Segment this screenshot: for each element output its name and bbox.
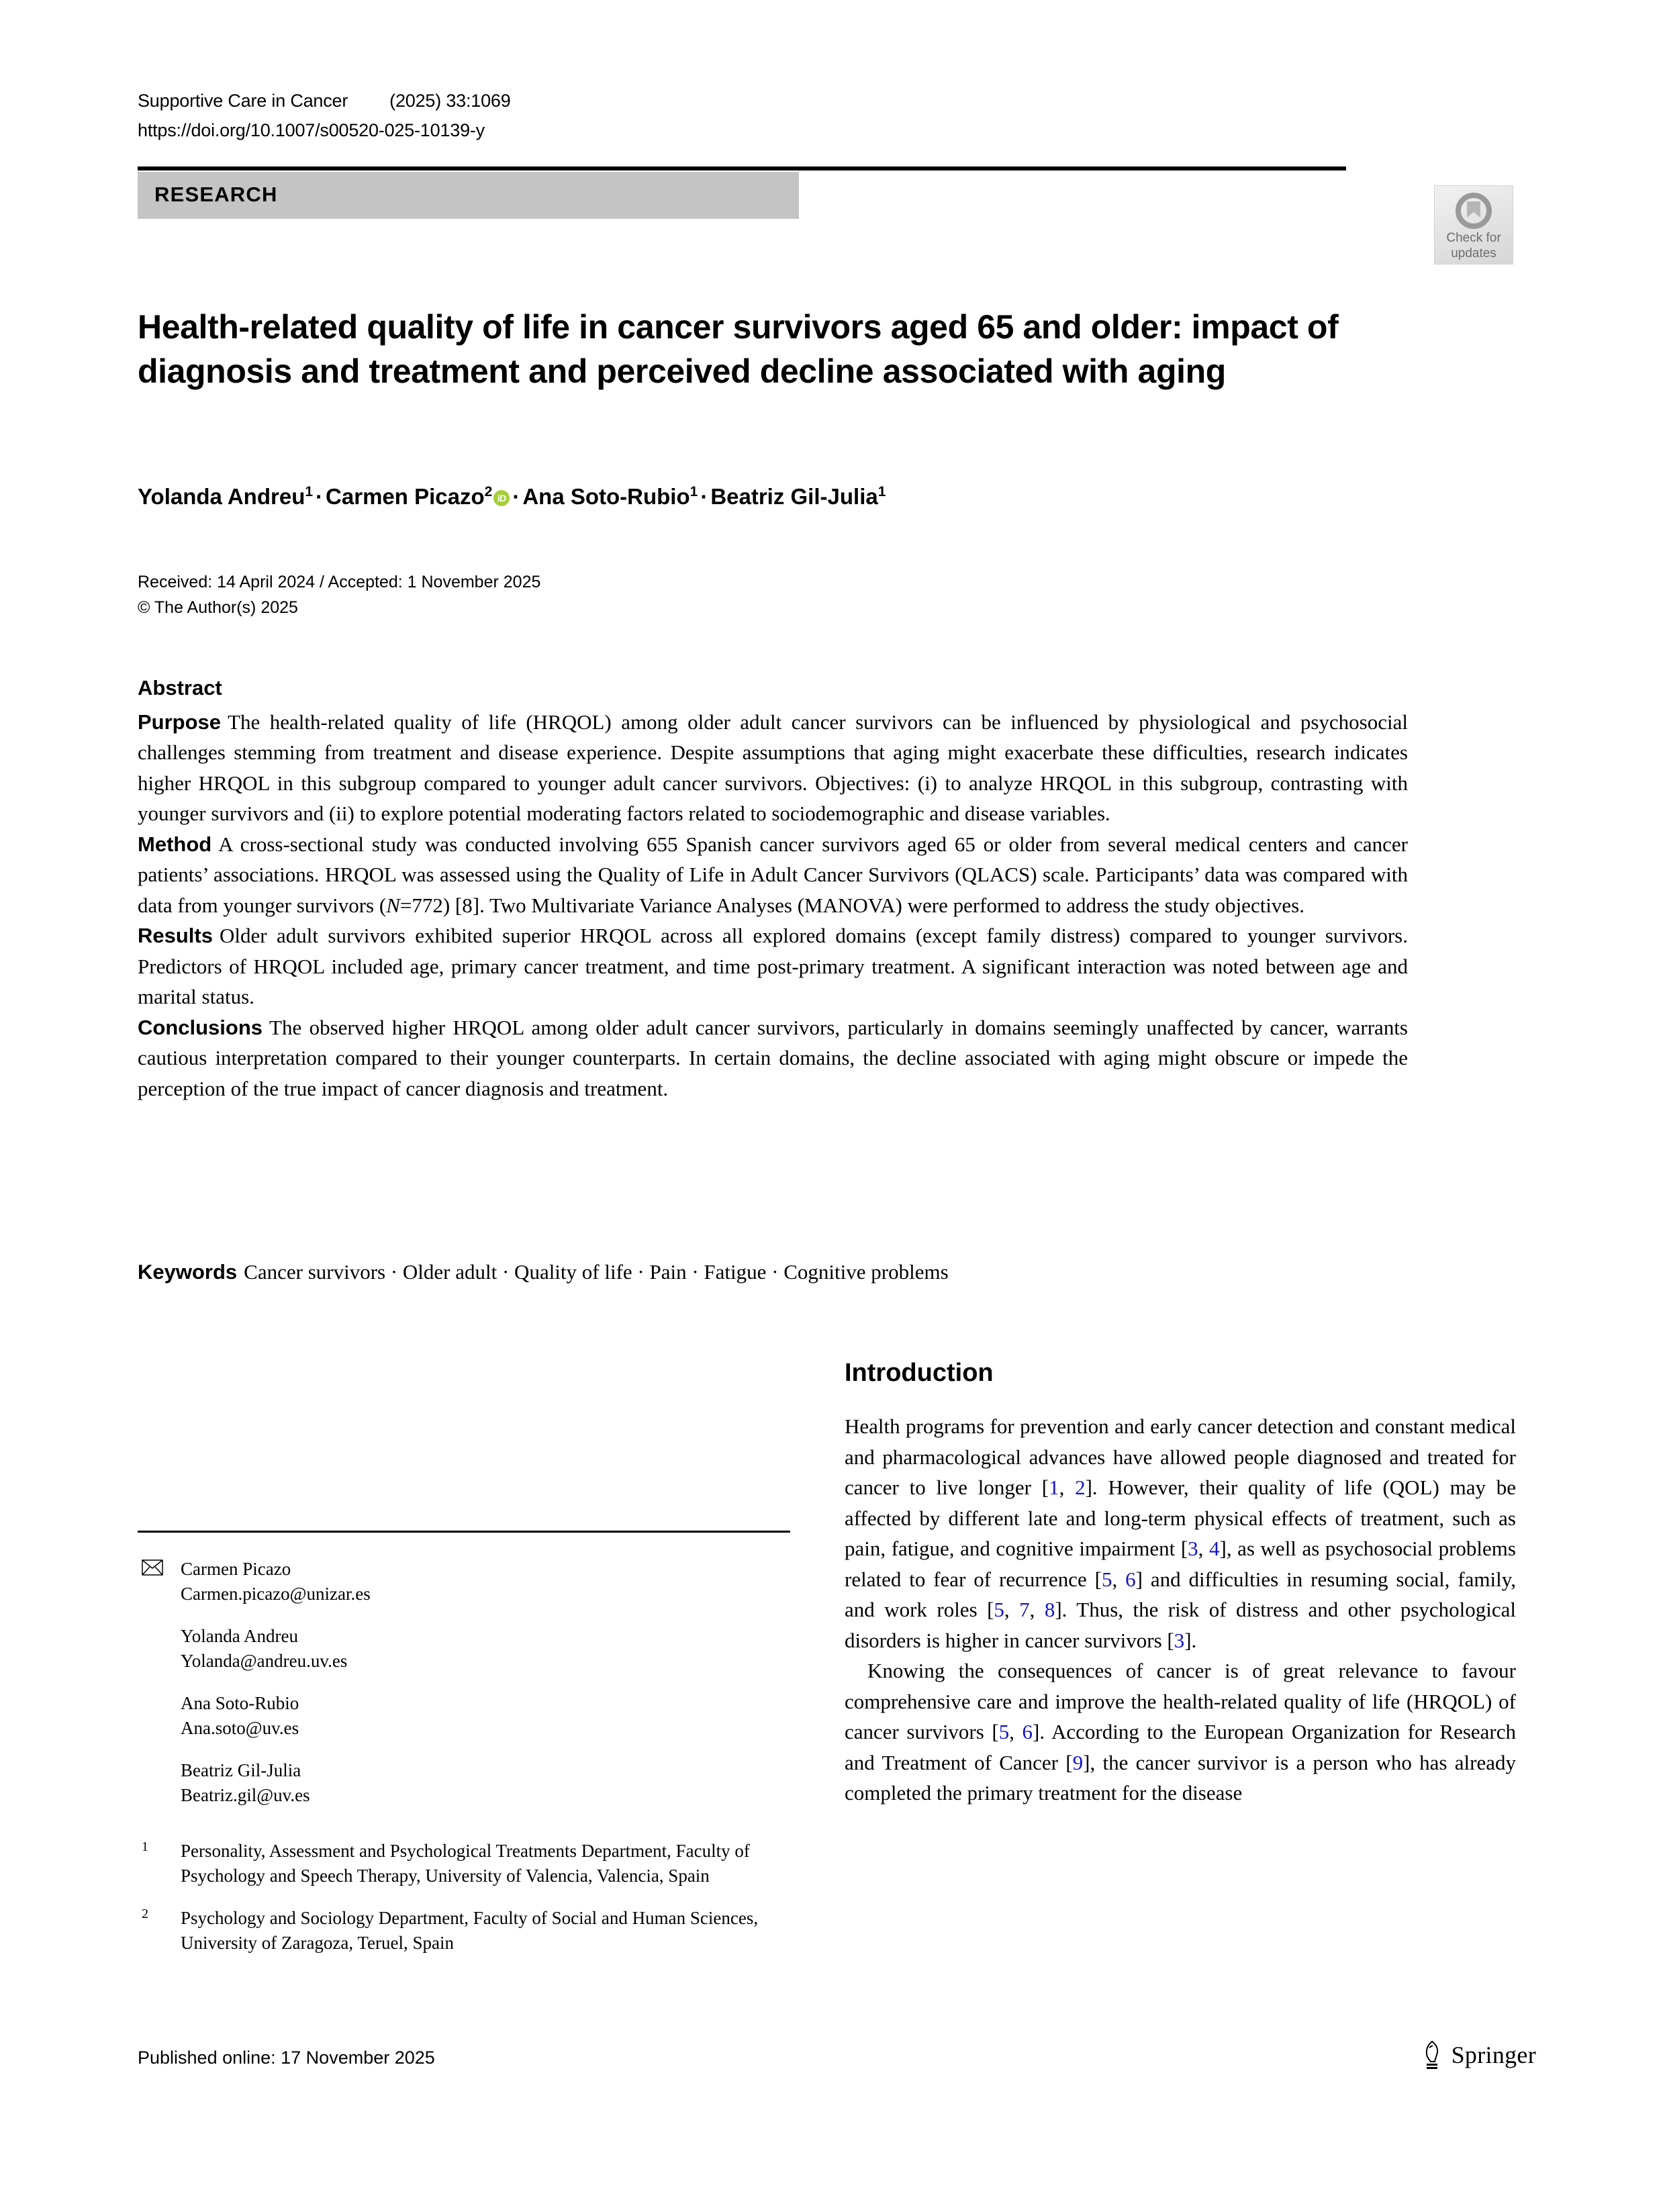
check-for-updates-line1: Check for [1446, 231, 1501, 245]
correspondence-rule [138, 1531, 790, 1533]
introduction-heading: Introduction [845, 1359, 994, 1387]
citation-link[interactable]: 3 [1188, 1537, 1198, 1560]
abstract-conclusions-label: Conclusions [138, 1015, 263, 1039]
citation-link[interactable]: 5 [1101, 1567, 1112, 1591]
keywords-section [138, 1257, 1408, 1287]
intro-text: Knowing the consequences of cancer is of great relevance to favour comprehensive care and improve the health-related quality of life (HRQOL) of cancer survivors [ [845, 1659, 1516, 1743]
citation-link[interactable]: 1 [1049, 1476, 1059, 1499]
abstract-purpose [138, 707, 1408, 829]
corresponding-author [138, 1557, 790, 1606]
abstract-heading: Abstract [138, 676, 222, 700]
citation-link[interactable]: 4 [1209, 1537, 1220, 1560]
citation-link[interactable]: 6 [1125, 1567, 1136, 1591]
journal-issue: (2025) 33:1069 [389, 91, 511, 111]
author-contact [138, 1758, 790, 1808]
citation-link[interactable]: 8 [1044, 1598, 1055, 1621]
author-affiliation-marker: 2 [484, 484, 493, 499]
intro-text: ], the cancer survivor is a person who has already completed the primary treatment for the disease [845, 1750, 1516, 1805]
copyright-line: © The Author(s) 2025 [138, 598, 298, 617]
abstract-purpose-label: Purpose [138, 710, 222, 734]
author-name: Carmen Picazo [326, 484, 485, 509]
check-for-updates-text [1435, 230, 1513, 261]
intro-text: , [1112, 1567, 1126, 1591]
publication-dates [138, 569, 540, 620]
intro-text: ]. Thus, the risk of distress and other psychological disorders is higher in cancer survivors [ [845, 1598, 1517, 1652]
affiliation-number: 2 [142, 1907, 148, 1921]
received-accepted-date: Received: 14 April 2024 / Accepted: 1 November 2025 [138, 573, 541, 591]
affiliation-item [138, 1839, 790, 1888]
intro-text: ] and difficulties in resuming social, family, and work roles [ [845, 1567, 1516, 1621]
author-contact-email[interactable]: Beatriz.gil@uv.es [181, 1785, 310, 1805]
springer-knight-icon [1421, 2039, 1443, 2070]
envelope-icon [142, 1559, 163, 1576]
abstract-conclusions [138, 1012, 1408, 1104]
corresponding-author-email[interactable]: Carmen.picazo@unizar.es [181, 1584, 371, 1604]
journal-name: Supportive Care in Cancer [138, 91, 348, 111]
author-contact [138, 1624, 790, 1674]
abstract-method-text-2: =772) [8]. Two Multivariate Variance Analyses (MANOVA) were performed to address the study objectives. [399, 893, 1304, 917]
abstract-purpose-text: The health-related quality of life (HRQOL) among older adult cancer survivors can be influenced by physiological and psychosocial challenges stemming from treatment and disease experience. Despite assumptions that aging might exacerbate these difficulties, research indicates higher HRQOL in this subgroup compared to younger adult cancer survivors. Objectives: (i) to analyze HRQOL in this subgroup, contrasting with younger survivors and (ii) to explore potential moderating factors related to sociodemographic and disease variables. [138, 710, 1408, 825]
author-contact-name: Ana Soto-Rubio [181, 1693, 299, 1713]
check-for-updates-line2: updates [1451, 246, 1496, 260]
affiliation-text: Personality, Assessment and Psychological Treatments Department, Faculty of Psychology and Speech Therapy, University of Valencia, Valencia, Spain [181, 1841, 750, 1886]
abstract-method [138, 829, 1408, 921]
intro-text: ]. However, their quality of life (QOL) may be affected by different late and long-term physical effects of treatment, such as pain, fatigue, and cognitive impairment [ [845, 1476, 1517, 1560]
citation-link[interactable]: 5 [998, 1720, 1010, 1743]
abstract-conclusions-text: The observed higher HRQOL among older adult cancer survivors, particularly in domains seemingly unaffected by cancer, warrants cautious interpretation compared to their younger counterparts. In certain domains, the decline associated with aging might obscure or impede the perception of the true impact of cancer diagnosis and treatment. [138, 1015, 1408, 1100]
abstract-results-label: Results [138, 924, 213, 947]
intro-text: , [1059, 1476, 1076, 1499]
keywords-label: Keywords [138, 1260, 238, 1284]
journal-header [138, 86, 511, 145]
intro-text: , [1198, 1537, 1209, 1560]
affiliation-text: Psychology and Sociology Department, Faculty of Social and Human Sciences, University of Zaragoza, Teruel, Spain [181, 1908, 759, 1953]
abstract-section [138, 673, 1408, 1104]
abstract-method-text-1: A cross-sectional study was conducted involving 655 Spanish cancer survivors aged 65 or older from several medical centers and cancer patients’ associations. HRQOL was assessed using the Quality of Life in Adult Cancer Survivors (QLACS) scale. Participants’ data was compared with data from younger survivors ( [138, 832, 1408, 917]
journal-doi[interactable]: https://doi.org/10.1007/s00520-025-10139-y [138, 120, 485, 140]
abstract-results-text: Older adult survivors exhibited superior HRQOL across all explored domains (except family distress) compared to younger survivors. Predictors of HRQOL included age, primary cancer treatment, and time post-primary treatment. A significant interaction was noted between age and marital status. [138, 924, 1408, 1008]
affiliation-item [138, 1906, 790, 1956]
publisher-name: Springer [1451, 2041, 1536, 2068]
publisher-logo [1421, 2039, 1536, 2070]
author-name: Ana Soto-Rubio [522, 484, 690, 509]
intro-text: ]. [1184, 1628, 1197, 1652]
orcid-icon[interactable]: iD [493, 490, 510, 506]
author-affiliation-marker: 1 [305, 484, 314, 499]
author-contact-name: Yolanda Andreu [181, 1626, 298, 1646]
intro-text: ]. According to the European Organization for Research and Treatment of Cancer [ [845, 1720, 1517, 1774]
intro-text: ], as well as psychosocial problems related to fear of recurrence [ [845, 1537, 1516, 1591]
check-for-updates-icon [1455, 192, 1492, 230]
intro-text: , [1004, 1598, 1020, 1621]
affiliation-number: 1 [142, 1839, 148, 1854]
corresponding-author-name: Carmen Picazo [181, 1559, 291, 1579]
page-title: Health-related quality of life in cancer survivors aged 65 and older: impact of diagnosis and treatment and perceived decline associated with aging [138, 307, 1339, 390]
citation-link[interactable]: 2 [1075, 1476, 1086, 1499]
check-for-updates-badge[interactable] [1434, 185, 1513, 265]
article-type-label: RESEARCH [154, 183, 278, 206]
introduction-paragraph-1 [845, 1411, 1516, 1655]
keywords-text: Cancer survivors · Older adult · Quality of life · Pain · Fatigue · Cognitive problems [244, 1260, 949, 1284]
author-affiliation-marker: 1 [689, 484, 698, 499]
author-list: Yolanda Andreu$^1$ · Carmen Picazo$^2$ iD · Ana Soto-Rubio$^1$ · Beatriz Gil-Julia$^1$ [138, 484, 886, 509]
citation-link[interactable]: 6 [1022, 1720, 1033, 1743]
author-name: Yolanda Andreu [138, 484, 305, 509]
author-contact-name: Beatriz Gil-Julia [181, 1760, 301, 1780]
author-contact-email[interactable]: Yolanda@andreu.uv.es [181, 1651, 348, 1671]
intro-text: , [1029, 1598, 1045, 1621]
author-contact [138, 1691, 790, 1741]
author-name: Beatriz Gil-Julia [710, 484, 878, 509]
intro-text: Health programs for prevention and early cancer detection and constant medical and pharmacological advances have allowed people diagnosed and treated for cancer to live longer [ [845, 1414, 1516, 1499]
abstract-method-label: Method [138, 832, 212, 856]
abstract-method-n-symbol: N [386, 893, 400, 917]
correspondence-column [138, 1531, 790, 1973]
citation-link[interactable]: 9 [1072, 1750, 1084, 1774]
citation-link[interactable]: 3 [1174, 1628, 1185, 1652]
author-affiliation-marker: 1 [877, 484, 886, 499]
citation-link[interactable]: 5 [994, 1598, 1004, 1621]
intro-text: , [1009, 1720, 1022, 1743]
author-contact-email[interactable]: Ana.soto@uv.es [181, 1718, 299, 1738]
header-rule [138, 166, 1346, 171]
published-online-date: Published online: 17 November 2025 [138, 2048, 435, 2068]
introduction-paragraph-2 [845, 1655, 1516, 1809]
citation-link[interactable]: 7 [1019, 1598, 1030, 1621]
abstract-results [138, 920, 1408, 1012]
introduction-column [845, 1356, 1516, 1809]
